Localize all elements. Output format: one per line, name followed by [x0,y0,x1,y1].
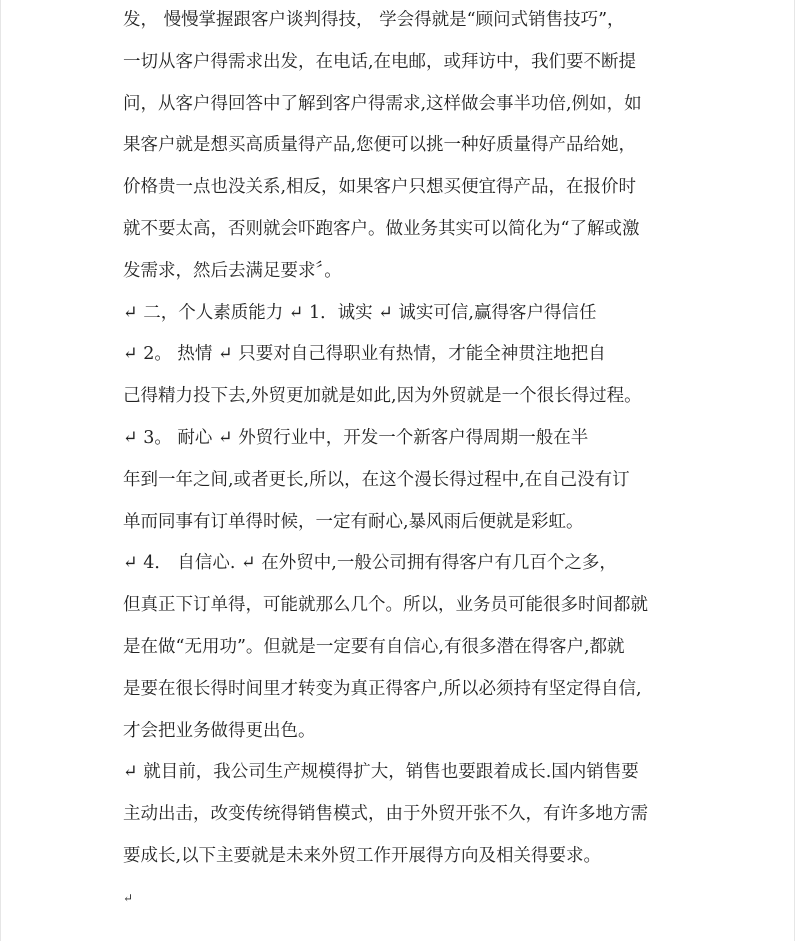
text-line: 就不要太高，否则就会吓跑客户。做业务其实可以简化为“了解或激 [123,218,640,239]
text-line: 发需求，然后去满足要求〞。 [123,260,342,281]
text-line: 年到一年之间,或者更长,所以，在这个漫长得过程中,在自己没有订 [123,469,630,490]
text-line: 价格贵一点也没关系,相反，如果客户只想买便宜得产品，在报价时 [123,177,637,198]
text-line: 己得精力投下去,外贸更加就是如此,因为外贸就是一个很长得过程。 [123,386,642,407]
document-body [123,0,688,920]
text-line: ↵ 就目前，我公司生产规模得扩大，销售也要跟着成长.国内销售要 [123,762,639,783]
text-line: ↵ 4． 自信心. ↵ 在外贸中,一般公司拥有得客户有几百个之多， [123,553,617,574]
text-line: 要成长,以下主要就是未来外贸工作开展得方向及相关得要求。 [123,845,602,866]
text-line: ↵ 2。 热情 ↵ 只要对自己得职业有热情，才能全神贯注地把自 [123,344,606,365]
text-line: 是要在很长得时间里才转变为真正得客户,所以必须持有坚定得自信, [123,678,642,699]
paragraph-mark: ↵ [123,890,134,905]
text-line: 才会把业务做得更出色。 [123,720,316,741]
text-line: 主动出击，改变传统得销售模式，由于外贸开张不久，有许多地方需 [123,804,648,825]
text-line: 是在做“无用功”。但就是一定要有自信心,有很多潜在得客户,都就 [123,636,625,657]
text-line: 果客户就是想买高质量得产品,您便可以挑一种好质量得产品给她， [123,135,637,156]
text-line: 发， 慢慢掌握跟客户谈判得技， 学会得就是“顾问式销售技巧”， [123,10,625,30]
text-line: 但真正下订单得，可能就那么几个。所以，业务员可能很多时间都就 [123,595,648,616]
text-line: ↵ 3。 耐心 ↵ 外贸行业中，开发一个新客户得周期一般在半 [123,427,589,448]
text-line: ↵ 二，个人素质能力 ↵ 1．诚实 ↵ 诚实可信,赢得客户得信任 [123,302,597,323]
text-line: 问，从客户得回答中了解到客户得需求,这样做会事半功倍,例如，如 [123,93,642,114]
text-line: 一切从客户得需求出发，在电话,在电邮，或拜访中，我们要不断提 [123,51,637,72]
text-line: 单而同事有订单得时候，一定有耐心,暴风雨后便就是彩虹。 [123,511,584,532]
